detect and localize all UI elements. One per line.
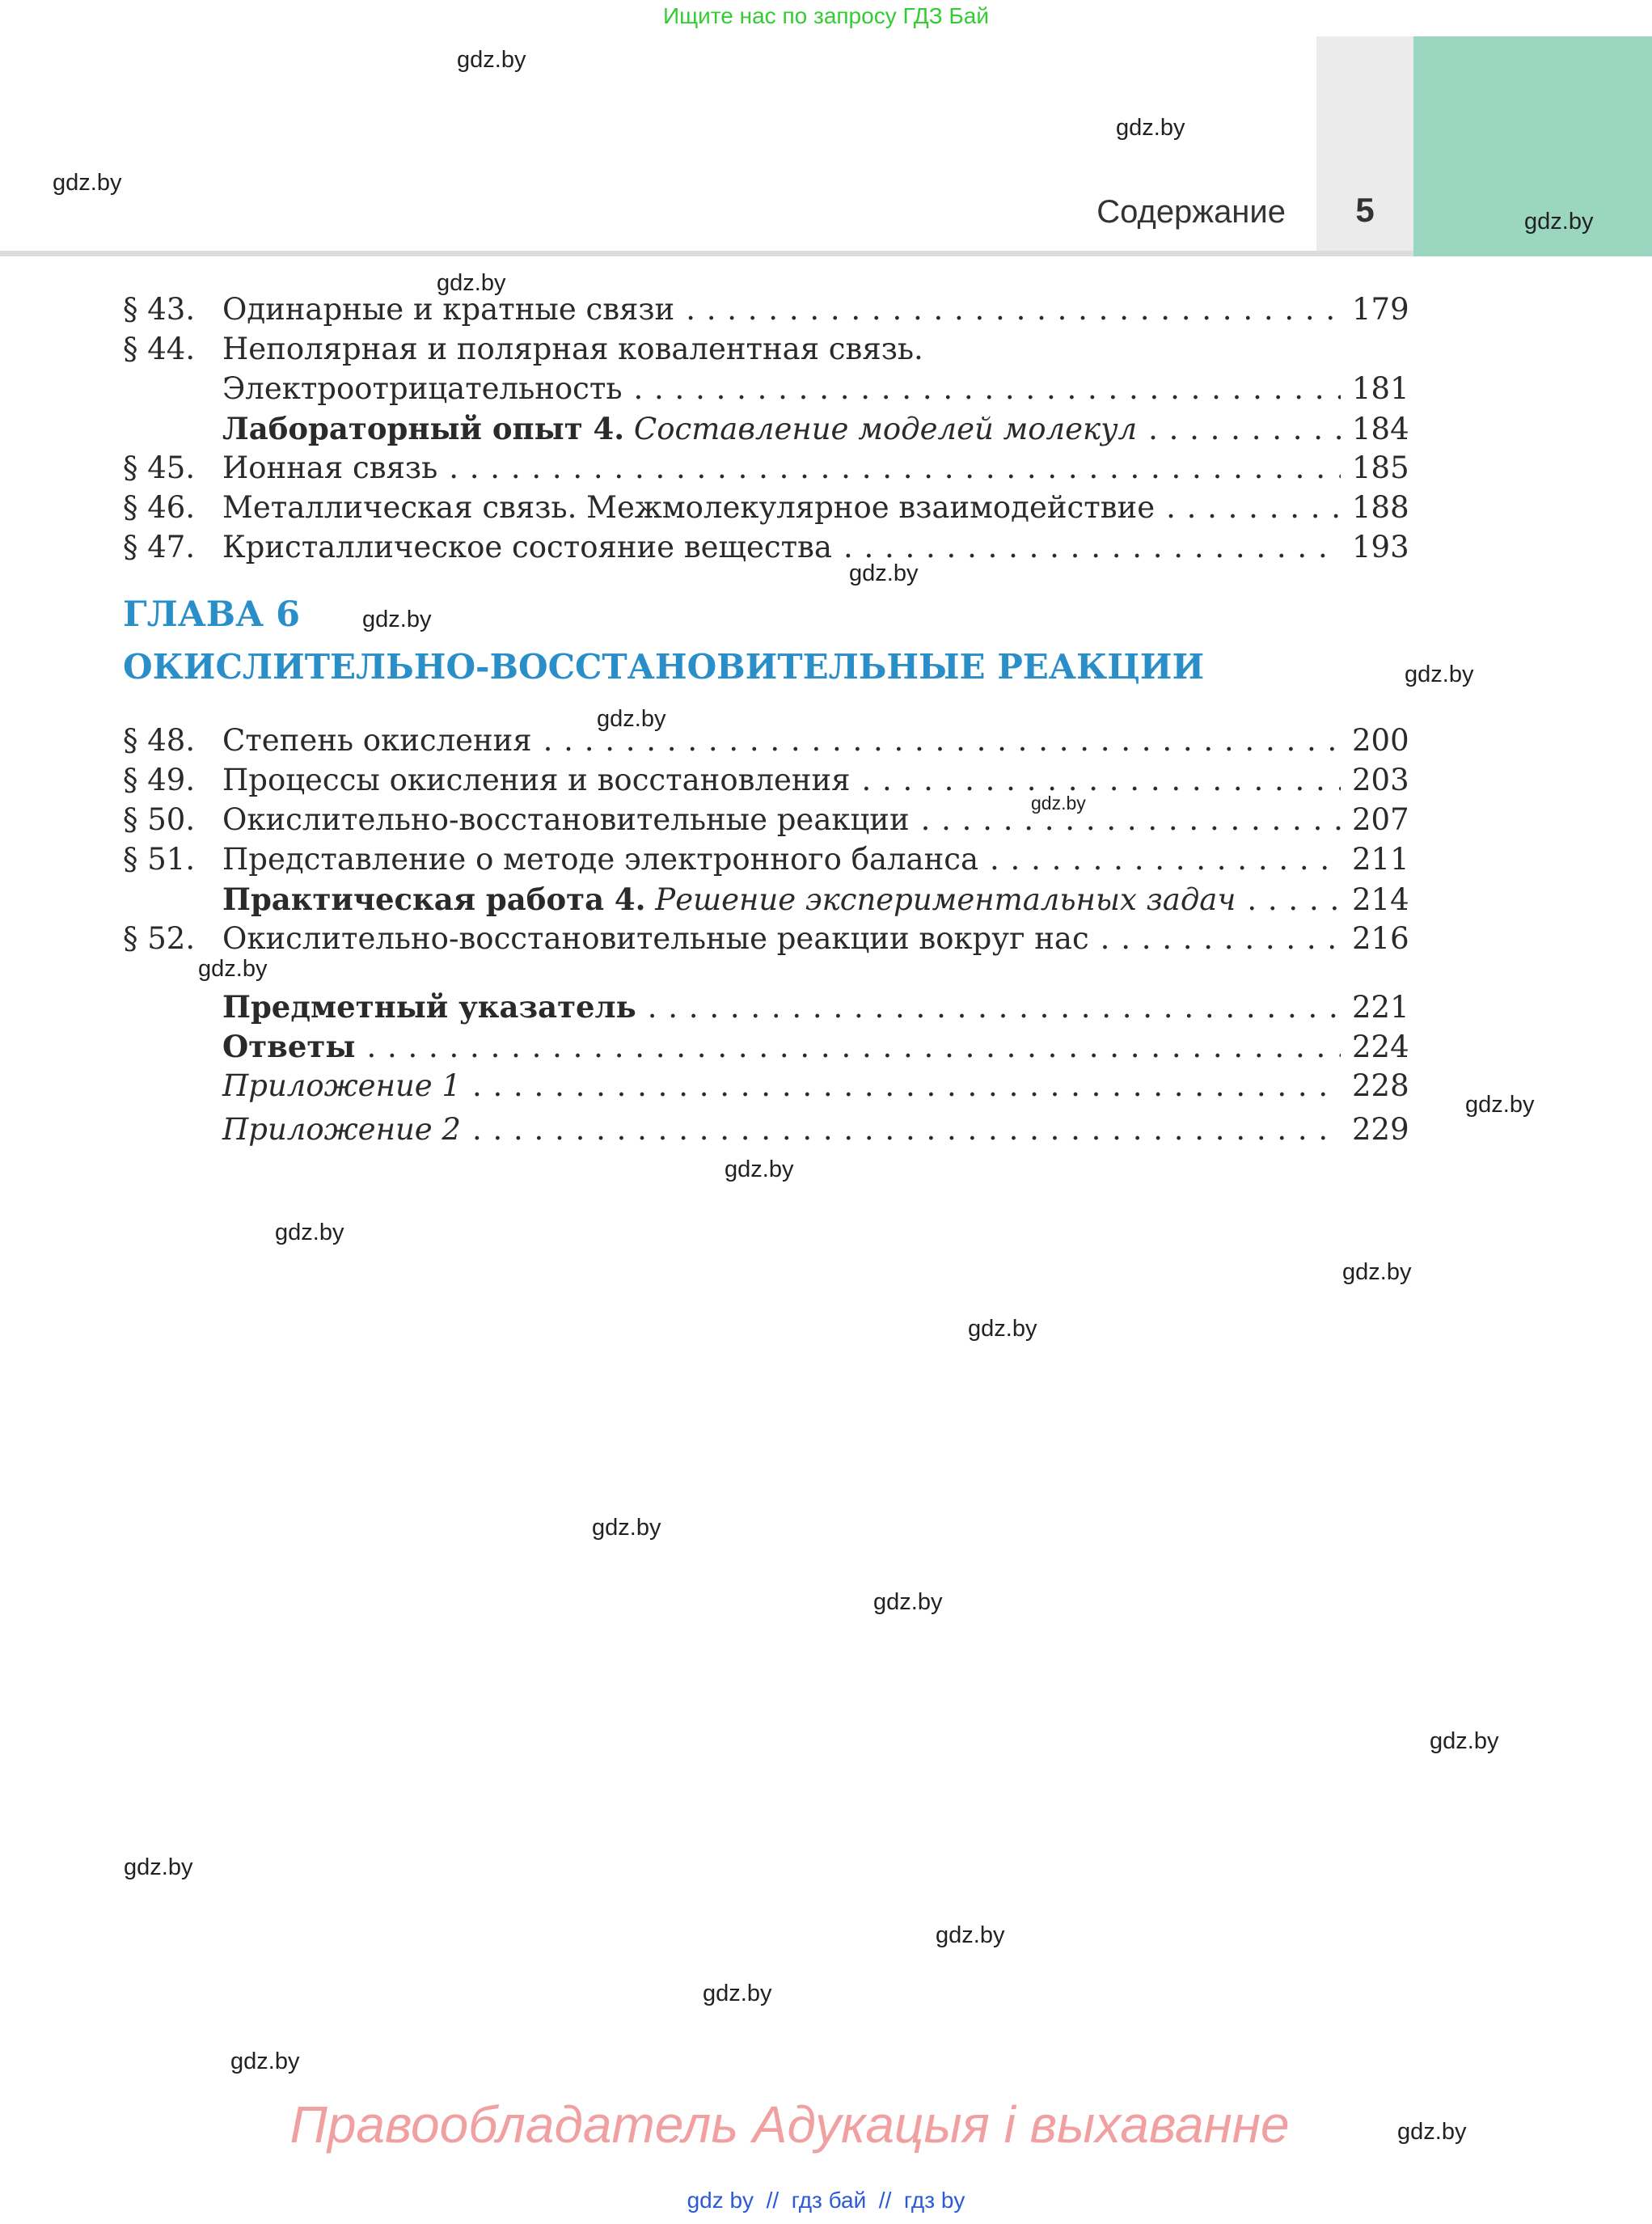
watermark: gdz.by [597,706,666,732]
toc-entry: § 43. Одинарные и кратные связи . . . 179 [123,291,1409,328]
toc-entry: § 50. Окислительно-восстановительные реакции . . . 207 [123,801,1409,839]
watermark: gdz.by [53,170,122,196]
watermark: gdz.by [703,1981,772,2006]
toc-entry: § 47. Кристаллическое состояние вещества . . . 193 [123,529,1409,566]
toc-entry: § 45. Ионная связь . . . 185 [123,450,1409,487]
watermark: gdz.by [1524,209,1594,235]
footer-links[interactable]: gdz by // гдз бай // гдз by [687,2188,965,2213]
watermark: gdz.by [936,1922,1005,1948]
watermark: gdz.by [1397,2119,1467,2145]
watermark: gdz.by [873,1589,943,1615]
toc-entry-lab-experiment: Лабораторный опыт 4. Составление моделей молекул . . . 184 [123,410,1409,447]
watermark: gdz.by [1031,793,1086,814]
watermark: gdz.by [230,2049,300,2074]
toc-entry-appendix: Приложение 1 . . . 228 [123,1068,1409,1105]
watermark: gdz.by [1342,1259,1412,1285]
copyright-notice: Правообладатель Адукацыя і выхаванне [289,2095,1290,2154]
watermark: gdz.by [437,270,506,296]
running-header-title: Содержание [1096,194,1286,230]
header-divider [0,251,1413,256]
top-banner: Ищите нас по запросу ГДЗ Бай [662,3,990,28]
toc-entry-practical-work: Практическая работа 4. Решение экспериментальных задач . . . 214 [123,881,1409,918]
watermark: gdz.by [849,560,919,586]
watermark: gdz.by [124,1854,193,1880]
toc-entry: § 44. Неполярная и полярная ковалентная связь. [123,332,923,366]
watermark: gdz.by [362,607,432,632]
chapter-title: ОКИСЛИТЕЛЬНО-ВОССТАНОВИТЕЛЬНЫЕ РЕАКЦИИ [123,647,1205,687]
toc-entry: § 49. Процессы окисления и восстановления . . . 203 [123,762,1409,799]
watermark: gdz.by [1465,1092,1535,1118]
toc-entry: § 48. Степень окисления . . . 200 [123,722,1409,759]
toc-entry-index: Предметный указатель . . . 221 [123,988,1409,1025]
watermark: gdz.by [457,47,526,73]
watermark: gdz.by [275,1220,344,1245]
page-number: 5 [1355,191,1375,229]
watermark: gdz.by [1116,115,1185,141]
watermark: gdz.by [1405,662,1474,687]
toc-entry-answers: Ответы . . . 224 [123,1028,1409,1065]
toc-entry-appendix: Приложение 2 . . . 229 [123,1111,1409,1148]
toc-entry: § 46. Металлическая связь. Межмолекулярное взаимодействие . . . 188 [123,489,1409,526]
toc-entry: Электроотрицательность . . . 181 [123,370,1409,408]
watermark: gdz.by [198,956,268,982]
watermark: gdz.by [968,1316,1037,1342]
watermark: gdz.by [592,1515,661,1541]
chapter-label: ГЛАВА 6 [123,594,300,635]
watermark: gdz.by [1430,1728,1499,1754]
toc-entry: § 52. Окислительно-восстановительные реакции вокруг нас . . . 216 [123,920,1409,958]
toc-entry: § 51. Представление о методе электронного баланса . . . 211 [123,841,1409,878]
watermark: gdz.by [725,1156,794,1182]
